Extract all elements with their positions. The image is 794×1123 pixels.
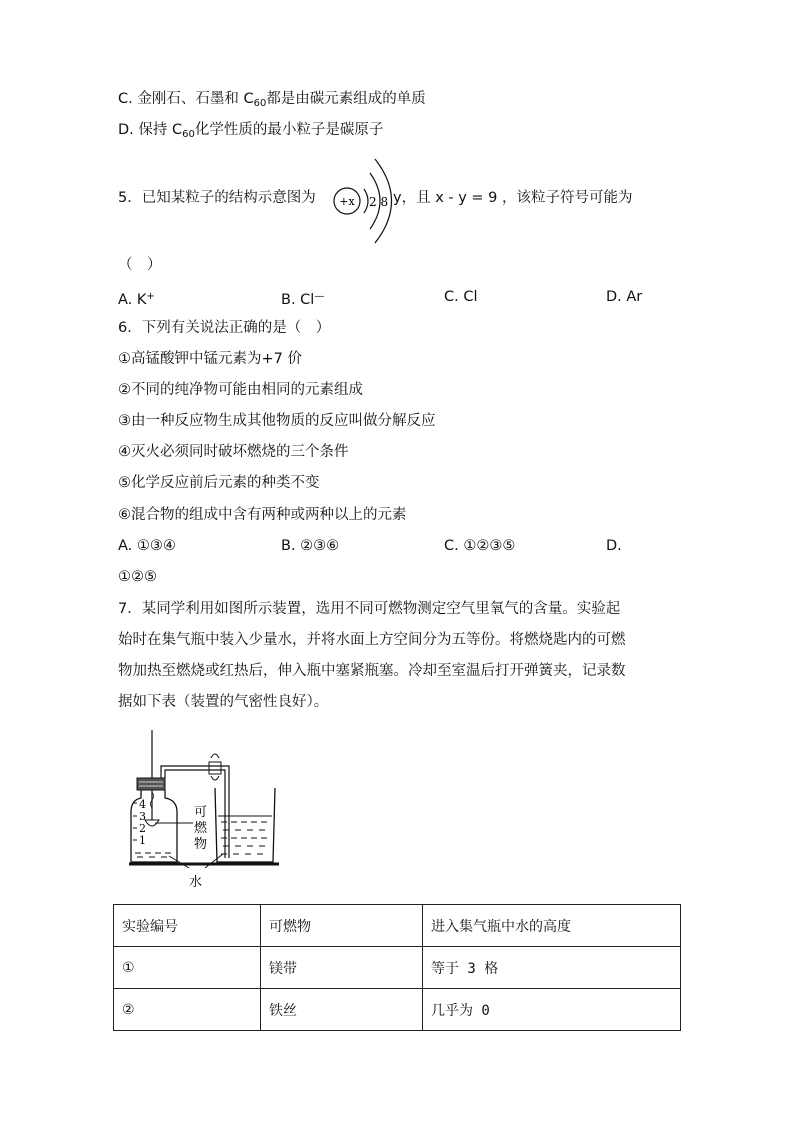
shell-arc-1 [364,189,368,213]
table-header-row [114,905,681,947]
nucleus-charge: +x [339,195,355,208]
shell-electrons: 2 8 [369,195,389,209]
q6-item-6: ⑥混合物的组成中含有两种或两种以上的元素 [118,507,407,523]
q7-line-4: 据如下表（装置的气密性良好）。 [118,694,329,710]
q4-option-c [118,89,426,114]
atom-structure-diagram [330,155,400,247]
q5-stem-post: y，且 x - y = 9 ，该粒子符号可能为 [393,190,633,206]
q5-option-d: D. Ar [606,289,643,305]
table-cell: 铁丝 [261,989,423,1031]
table-cell: 镁带 [261,947,423,989]
table-cell: ② [114,989,261,1031]
scale-1: 1 [139,834,146,847]
table-header-cell: 实验编号 [114,905,261,947]
q6-item-1: ①高锰酸钾中锰元素为+7 价 [118,351,302,367]
q6-stem: 6．下列有关说法正确的是（ ） [118,320,331,336]
q7-line-2: 始时在集气瓶中装入少量水，并将水面上方空间分为五等份。将燃烧匙内的可燃 [118,632,626,648]
label-combustible-1: 可 [194,805,208,820]
q6-option-d-content: ①②⑤ [118,569,157,585]
q5-option-a [118,287,155,310]
q6-option-c: C. ①②③⑤ [444,538,516,554]
label-combustible-2: 燃 [194,821,208,836]
table-header-cell: 可燃物 [261,905,423,947]
q6-item-5: ⑤化学反应前后元素的种类不变 [118,475,320,491]
apparatus-figure [125,728,285,896]
q5-option-b-text: B. Cl [281,292,315,308]
q5-option-a-sup: + [146,291,155,302]
scale-3: 3 [139,810,146,823]
q5-paren: （ ） [118,257,162,273]
table-row [114,947,681,989]
table-cell: ① [114,947,261,989]
table-cell: 几乎为 0 [423,989,681,1031]
q7-line-3: 物加热至燃烧或红热后，伸入瓶中塞紧瓶塞。冷却至室温后打开弹簧夹，记录数 [118,663,626,679]
table-row [114,989,681,1031]
q4-option-c-pre: C. 金刚石、石墨和 C [118,91,254,107]
q6-item-2: ②不同的纯净物可能由相同的元素组成 [118,382,363,398]
table-cell: 等于 3 格 [423,947,681,989]
table-header-cell: 进入集气瓶中水的高度 [423,905,681,947]
q4-option-c-sub: 60 [253,98,267,109]
label-combustible-3: 物 [194,837,208,852]
q7-stem [118,594,686,718]
q5-option-c: C. Cl [444,289,478,305]
q5-option-b [281,287,324,310]
scale-2: 2 [139,822,146,835]
q5-option-a-text: A. K [118,292,147,308]
q5-option-b-sup: — [314,291,325,302]
q4-option-d-sub: 60 [182,129,195,140]
q6-item-4: ④灭火必须同时破坏燃烧的三个条件 [118,444,349,460]
q4-option-d-pre: D. 保持 C [118,122,183,138]
q4-option-c-post: 都是由碳元素组成的单质 [266,91,426,107]
scale-4: 4 [139,798,146,811]
q5-stem-pre: 5．已知某粒子的结构示意图为 [118,190,316,206]
data-table [113,904,681,1031]
q6-option-b: B. ②③⑥ [281,538,340,554]
q4-option-d-post: 化学性质的最小粒子是碳原子 [194,122,384,138]
q7-line-1: 7．某同学利用如图所示装置，选用不同可燃物测定空气里氧气的含量。实验起 [118,601,621,617]
label-water: 水 [189,875,203,890]
q6-option-d: D. [606,538,622,554]
q4-option-d [118,120,383,145]
q6-option-a: A. ①③④ [118,538,176,554]
q6-item-3: ③由一种反应物生成其他物质的反应叫做分解反应 [118,413,436,429]
